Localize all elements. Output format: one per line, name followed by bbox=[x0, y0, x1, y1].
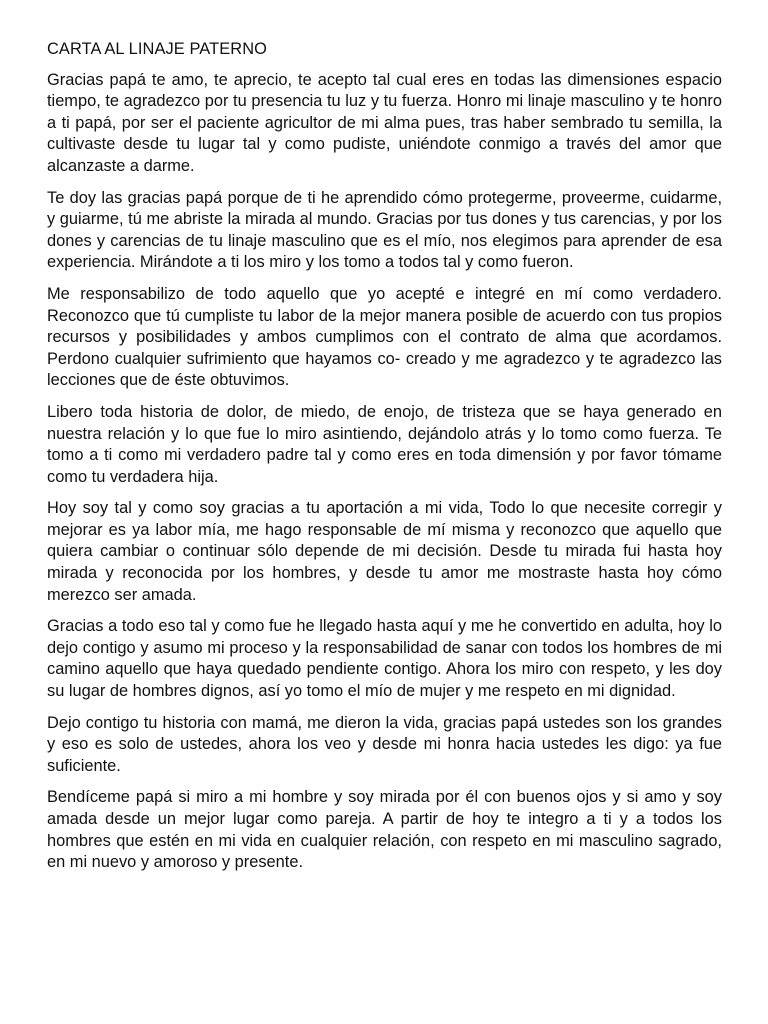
paragraph-1: Gracias papá te amo, te aprecio, te acepto tal cual eres en todas las dimensiones espacio tiempo, te agradezco por tu presencia tu luz y tu fuerza. Honro mi linaje masculino y te honro a ti papá, por ser el paciente agricultor de mi alma pues, tras haber sembrado tu semilla, la cultivaste desde tu lugar tal y como pudiste, uniéndote conmigo a través del amor que alcanzaste a darme. bbox=[47, 70, 722, 175]
document-title: CARTA AL LINAJE PATERNO bbox=[47, 40, 267, 58]
paragraph-4: Libero toda historia de dolor, de miedo, de enojo, de tristeza que se haya generado en nuestra relación y lo que fue lo miro asintiendo, dejándolo atrás y lo tomo como fuerza. Te tomo a ti como mi verdadero padre tal y como eres en toda dimensión y por favor tómame como tu verdadera hija. bbox=[47, 402, 722, 486]
paragraph-7: Dejo contigo tu historia con mamá, me dieron la vida, gracias papá ustedes son los grandes y eso es solo de ustedes, ahora los veo y desde mi honra hacia ustedes les digo: ya fue suficiente. bbox=[47, 713, 722, 775]
paragraph-2: Te doy las gracias papá porque de ti he aprendido cómo protegerme, proveerme, cuidarme, y guiarme, tú me abriste la mirada al mundo. Gracias por tus dones y tus carencias, y por los dones y carencias de tu linaje masculino que es el mío, nos elegimos para aprender de esa experiencia. Mirándote a ti los miro y los tomo a todos tal y como fueron. bbox=[47, 188, 722, 272]
paragraph-5: Hoy soy tal y como soy gracias a tu aportación a mi vida, Todo lo que necesite corregir y mejorar es ya labor mía, me hago responsable de mí misma y reconozco que aquello que quiera cambiar o continuar sólo depende de mi decisión. Desde tu mirada fui hasta hoy mirada y reconocida por los hombres, y desde tu amor me mostraste hasta hoy cómo merezco ser amada. bbox=[47, 499, 722, 604]
paragraph-6: Gracias a todo eso tal y como fue he llegado hasta aquí y me he convertido en adulta, hoy lo dejo contigo y asumo mi proceso y la responsabilidad de sanar con todos los hombres de mi camino aquello que haya quedado pendiente contigo. Ahora los miro con respeto, y les doy su lugar de hombres dignos, así yo tomo el mío de mujer y me respeto en mi dignidad. bbox=[47, 617, 722, 701]
paragraph-3: Me responsabilizo de todo aquello que yo acepté e integré en mí como verdadero. Reconozco que tú cumpliste tu labor de la mejor manera posible de acuerdo con tus propios recursos y posibilidades y ambos cumplimos con el contrato de alma que acordamos. Perdono cualquier sufrimiento que hayamos co- creado y me agradezco y te agradezco las lecciones que de éste obtuvimos. bbox=[47, 284, 722, 390]
paragraph-8: Bendíceme papá si miro a mi hombre y soy mirada por él con buenos ojos y si amo y soy amada desde un mejor lugar como pareja. A partir de hoy te integro a ti y a todos los hombres que estén en mi vida en cualquier relación, con respeto en mi masculino sagrado, en mi nuevo y amoroso y presente. bbox=[47, 788, 722, 872]
document-page bbox=[47, 39, 722, 884]
